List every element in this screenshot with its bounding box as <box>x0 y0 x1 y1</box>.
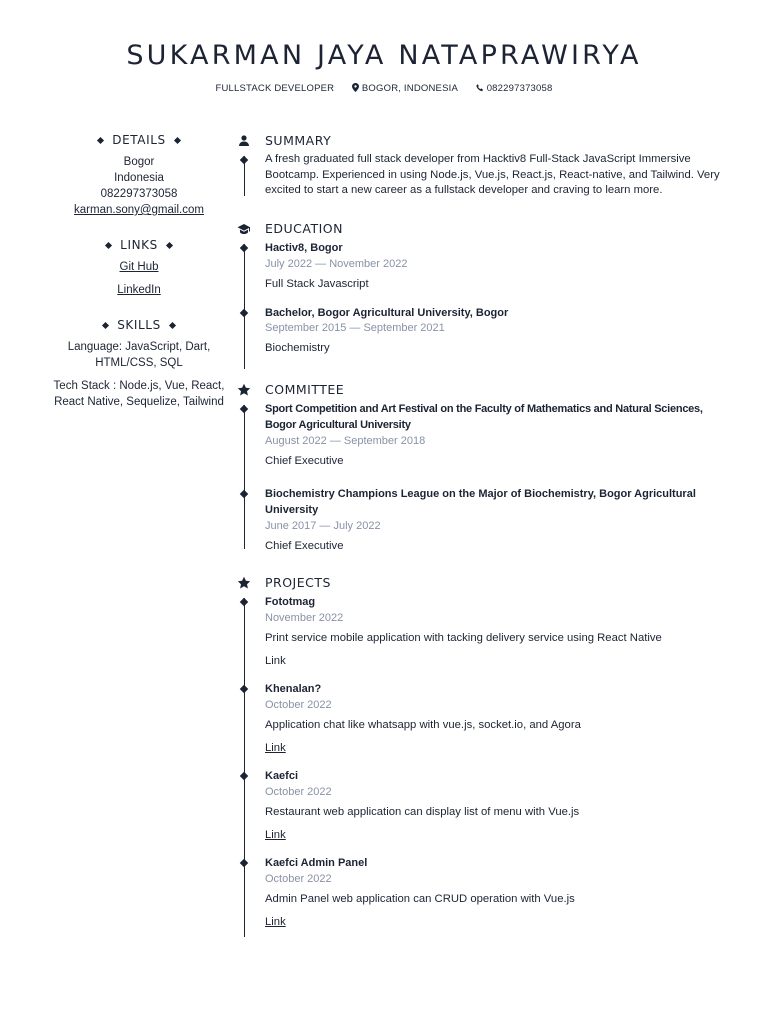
project-link[interactable]: Link <box>265 742 286 754</box>
diamond-icon <box>97 136 104 143</box>
location-group <box>352 83 458 94</box>
project-entry <box>265 855 727 930</box>
github-link[interactable]: Git Hub <box>119 261 159 273</box>
entry-desc: Biochemistry <box>265 342 330 354</box>
details-heading <box>50 132 228 148</box>
entry-title: Bachelor, Bogor Agricultural University, Bogor <box>265 307 509 319</box>
details-phone: 082297373058 <box>100 188 178 200</box>
star-icon <box>237 383 251 397</box>
right-column <box>237 132 727 930</box>
phone-icon <box>476 84 484 92</box>
entry-date: September 2015 — September 2021 <box>265 322 445 334</box>
timeline-dot <box>240 772 248 780</box>
entry-desc: Restaurant web application can display list of menu with Vue.js <box>265 806 580 818</box>
projects-heading: PROJECTS <box>265 575 331 590</box>
committee-entry <box>265 401 727 469</box>
graduation-cap-icon <box>237 222 251 236</box>
location-pin-icon <box>352 83 359 92</box>
links-section <box>50 237 228 298</box>
phone-text: 082297373058 <box>486 83 553 94</box>
entry-desc: Print service mobile application with tacking delivery service using React Native <box>265 632 662 644</box>
entry-date: October 2022 <box>265 873 332 885</box>
header-subline <box>0 83 768 94</box>
links-heading <box>50 237 228 253</box>
project-entry <box>265 681 727 756</box>
email-link[interactable]: karman.sony@gmail.com <box>74 204 204 216</box>
project-link[interactable]: Link <box>265 655 286 667</box>
star-icon <box>237 576 251 590</box>
entry-date: October 2022 <box>265 786 332 798</box>
project-link[interactable]: Link <box>265 916 286 928</box>
entry-desc: Chief Executive <box>265 540 344 552</box>
diamond-icon <box>102 321 109 328</box>
skills-section <box>50 317 228 410</box>
details-heading-label: DETAILS <box>112 133 166 147</box>
education-entry <box>265 305 727 356</box>
entry-title: Hactiv8, Bogor <box>265 242 343 254</box>
skill-tech-stack: Tech Stack : Node.js, Vue, React, React Native, Sequelize, Tailwind <box>53 380 225 408</box>
linkedin-link[interactable]: LinkedIn <box>117 284 161 296</box>
timeline-dot <box>240 685 248 693</box>
committee-section <box>237 381 727 574</box>
diamond-icon <box>174 136 181 143</box>
entry-title: Kaefci Admin Panel <box>265 857 368 869</box>
entry-title: Kaefci <box>265 770 299 782</box>
entry-desc: Full Stack Javascript <box>265 278 369 290</box>
entry-desc: Chief Executive <box>265 455 344 467</box>
timeline-dot <box>240 405 248 413</box>
details-section <box>50 132 228 218</box>
summary-text: A fresh graduated full stack developer from Hacktiv8 Full-Stack JavaScript Immersive Bootcamp. Experienced in using Node.js, Vue.js, React.js, React-native, and Tailwind. Very excited to start a new career as a fullstack developer and craving to learn more. <box>265 153 720 197</box>
job-title: FULLSTACK DEVELOPER <box>215 83 335 95</box>
entry-title: Sport Competition and Art Festival on the Faculty of Mathematics and Natural Sciences, Bogor Agricultural University <box>265 403 703 431</box>
timeline-dot <box>240 490 248 498</box>
projects-section <box>237 574 727 930</box>
project-entry <box>265 768 727 843</box>
entry-title: Khenalan? <box>265 683 322 695</box>
entry-desc: Admin Panel web application can CRUD operation with Vue.js <box>265 893 575 905</box>
skill-languages: Language: JavaScript, Dart, HTML/CSS, SQL <box>67 341 211 369</box>
education-heading: EDUCATION <box>265 221 343 236</box>
timeline-dot <box>240 156 248 164</box>
links-heading-label: LINKS <box>120 238 158 252</box>
skills-heading-label: SKILLS <box>117 318 161 332</box>
entry-date: July 2022 — November 2022 <box>265 258 408 270</box>
timeline-dot <box>240 598 248 606</box>
details-country: Indonesia <box>114 172 164 184</box>
project-link[interactable]: Link <box>265 829 286 841</box>
phone-group <box>476 83 553 94</box>
diamond-icon <box>169 321 176 328</box>
timeline-dot <box>240 244 248 252</box>
timeline-dot <box>240 309 248 317</box>
entry-title: Biochemistry Champions League on the Major of Biochemistry, Bogor Agricultural University <box>265 488 696 516</box>
projects-timeline <box>244 598 245 937</box>
resume-name: SUKARMAN JAYA NATAPRAWIRYA <box>126 40 642 71</box>
committee-heading: COMMITTEE <box>265 382 345 397</box>
education-timeline <box>244 244 245 369</box>
project-entry <box>265 594 727 669</box>
committee-entry <box>265 486 727 554</box>
summary-section <box>237 132 727 220</box>
entry-title: Fototmag <box>265 596 316 608</box>
entry-date: November 2022 <box>265 612 344 624</box>
left-column <box>50 132 228 424</box>
diamond-icon <box>105 241 112 248</box>
entry-desc: Application chat like whatsapp with vue.js, socket.io, and Agora <box>265 719 581 731</box>
details-city: Bogor <box>123 156 155 168</box>
committee-timeline <box>244 405 245 549</box>
education-entry <box>265 240 727 292</box>
education-section <box>237 220 727 381</box>
summary-heading: SUMMARY <box>265 133 332 148</box>
location-text: BOGOR, INDONESIA <box>361 83 458 94</box>
diamond-icon <box>166 241 173 248</box>
entry-date: June 2017 — July 2022 <box>265 520 381 532</box>
skills-heading <box>50 317 228 333</box>
person-icon <box>237 134 251 148</box>
entry-date: October 2022 <box>265 699 332 711</box>
timeline-dot <box>240 859 248 867</box>
entry-date: August 2022 — September 2018 <box>265 435 426 447</box>
